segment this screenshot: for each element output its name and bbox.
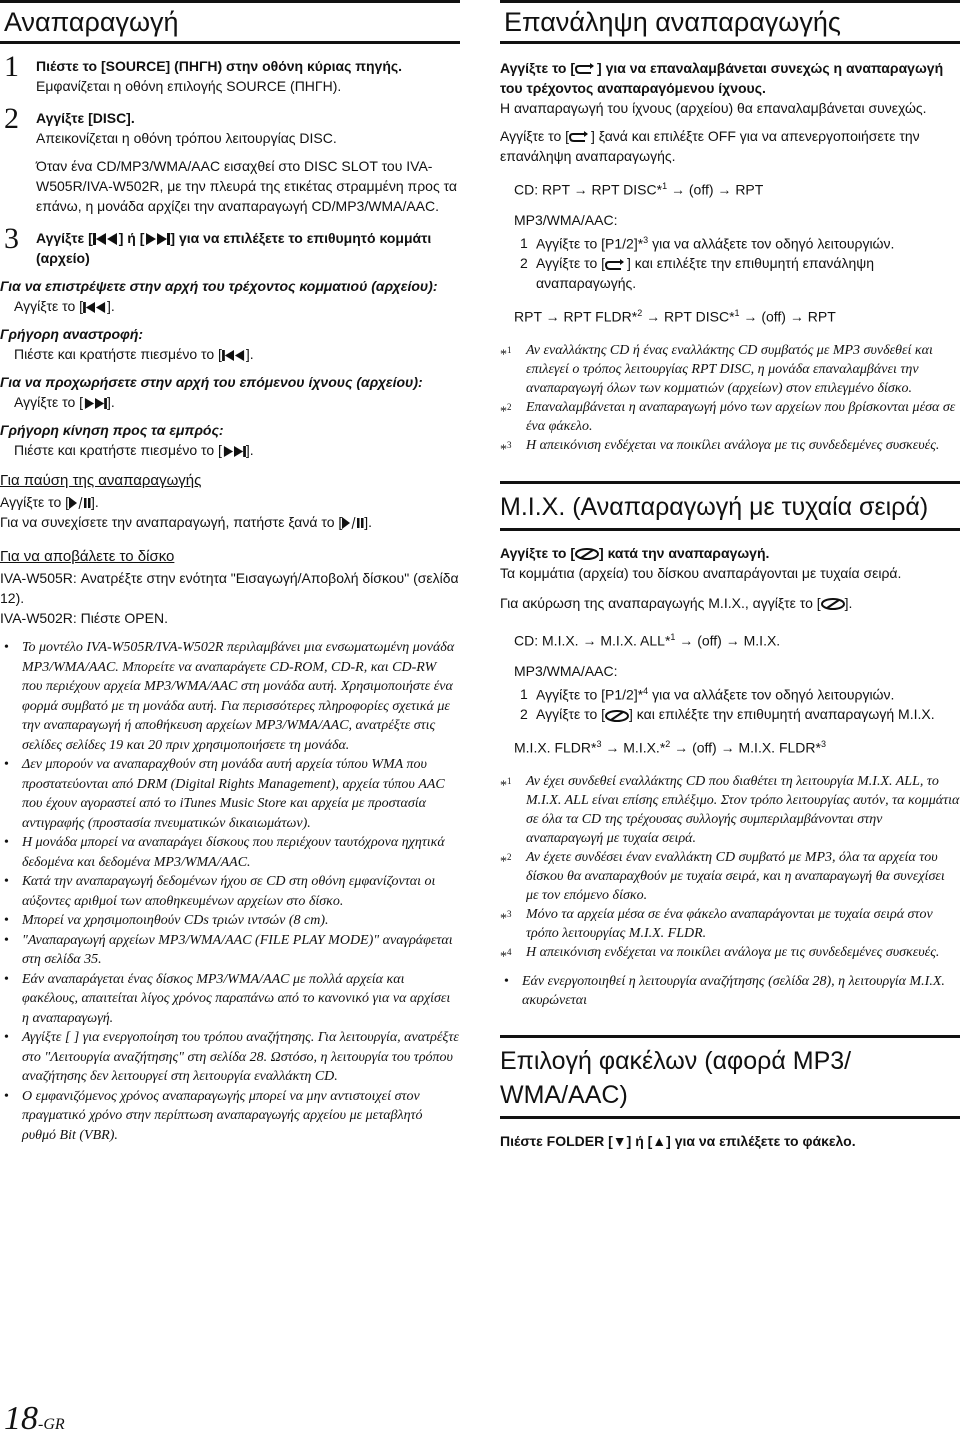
eject-heading: Για να αποβάλετε το δίσκο — [0, 548, 175, 565]
pause-section — [0, 470, 460, 532]
repeat-text: Αγγίξτε το [ ] ξανά και επιλέξτε OFF για να απενεργοποιήσετε την επανάληψη αναπαραγωγής. — [500, 128, 920, 164]
mix-text: Για ακύρωση της αναπαραγωγής M.I.X., αγγίξτε το [ ]. — [500, 594, 853, 611]
sub-heading: Γρήγορη κίνηση προς τα εμπρός: — [0, 422, 224, 438]
step-lead-part: Αγγίξτε [ — [36, 230, 93, 246]
footnote: *$^2$ Αν έχετε συνδέσει έναν εναλλάκτη CD συμβατό με MP3, όλα τα αρχεία του δίσκου θα αναπαραχθούν με τυχαία σειρά, και η αναπαραγωγή θα συνεχίσει με τον επόμενο δίσκο. — [500, 849, 945, 903]
list-item: 2 Αγγίξτε το [ ] και επιλέξτε την επιθυμητή αναπαραγωγή M.I.X. — [520, 706, 935, 723]
skip-forward-icon — [83, 398, 107, 409]
sub-text: Αγγίξτε το [ ]. — [14, 394, 115, 410]
step-text: Όταν ένα CD/MP3/WMA/AAC εισαχθεί στο DISC SLOT του IVA-W505R/IVA-W502R, με την πλευρά της ετικέτας στραμμένη προς τα επάνω, η μονάδα αρχίζει την αναπαραγωγή CD/MP3/WMA/AAC. — [36, 158, 458, 214]
step-1 — [0, 50, 460, 96]
mix-text: Τα κομμάτια (αρχεία) του δίσκου αναπαράγονται με τυχαία σειρά. — [500, 564, 902, 581]
repeat-text: Η αναπαραγωγή του ίχνους (αρχείου) θα επαναλαμβάνεται συνεχώς. — [500, 100, 927, 116]
left-column — [0, 0, 460, 1145]
step-text: Εμφανίζεται η οθόνη επιλογής SOURCE (ΠΗΓΗ). — [36, 78, 342, 94]
sub-text: Αγγίξτε το [ ]. — [14, 298, 115, 314]
mix-lead: Αγγίξτε το [ ] κατά την αναπαραγωγή. — [500, 544, 770, 561]
footnote: *$^3$ Η απεικόνιση ενδέχεται να ποικίλει ανάλογα με τις συνδεδεμένες συσκευές. — [500, 437, 940, 458]
step-lead-part: ] ή [ — [118, 230, 145, 246]
list-item: 2 Αγγίξτε το [ ] και επιλέξτε την επιθυμητή επανάληψη αναπαραγωγής. — [520, 255, 875, 292]
step-lead — [36, 228, 460, 268]
repeat-mp3-steps — [500, 230, 960, 294]
step-number: 3 — [4, 222, 19, 255]
list-item: • Αγγίξτε [ ] για ενεργοποίηση του τρόπου αναζήτησης. Για λειτουργία, ανατρέξτε στο "Λειτουργία αναζήτησης" στη σελίδα 28. Ωστόσο, η λειτουργία του τρόπου αναζήτησης δεν λειτουργεί στη λειτουργία εναλλάκτη CD. — [0, 1028, 460, 1087]
repeat-icon — [575, 63, 597, 75]
page-number: 18-GR — [4, 1400, 65, 1437]
sub-heading: Για να προχωρήσετε στην αρχή του επόμενου ίχνους (αρχείου): — [0, 374, 423, 390]
step-lead: Πιέστε το [SOURCE] (ΠΗΓΗ) στην οθόνη κύριας πηγής. — [36, 58, 403, 74]
sub-heading: Για να επιστρέψετε στην αρχή του τρέχοντος κομματιού (αρχείου): — [0, 278, 438, 294]
repeat-lead: Αγγίξτε το [ ] για να επαναλαμβάνεται συνεχώς η αναπαραγωγή του τρέχοντος αναπαραγόμενου ίχνους. — [500, 60, 944, 96]
list-item: • Η μονάδα μπορεί να αναπαράγει δίσκους που περιέχουν ταυτόχρονα ηχητικά δεδομένα και δεδομένα MP3/WMA/AAC. — [0, 833, 460, 872]
repeat-mp3-flow: RPT → RPT FLDR*$^2$ → RPT DISC*$^1$ → (off) → RPT — [514, 308, 836, 325]
eject-text: IVA-W505R: Ανατρέξτε στην ενότητα "Εισαγωγή/Αποβολή δίσκου" (σελίδα 12). — [0, 570, 459, 606]
step-number: 1 — [4, 50, 19, 83]
repeat-cd-flow: CD: RPT → RPT DISC*$^1$ → (off) → RPT — [514, 181, 764, 198]
play-pause-icon — [69, 497, 91, 509]
pause-text: Αγγίξτε το [ ]. — [0, 494, 99, 510]
mix-mp3-label: MP3/WMA/AAC: — [514, 662, 618, 679]
skip-back-icon — [83, 302, 107, 313]
eject-section — [0, 546, 460, 628]
folder-title: Επιλογή φακέλων (αφορά MP3/ WMA/AAC) — [500, 1035, 960, 1119]
list-item: 1 Αγγίξτε το [P1/2]*$^4$ για να αλλάξετε τον οδηγό λειτουργιών. — [520, 685, 895, 703]
list-item: • Μπορεί να χρησιμοποιηθούν CDs τριών ιντσών (8 cm). — [0, 911, 460, 931]
sub-rewind — [0, 324, 460, 364]
sub-fast-forward — [0, 420, 460, 460]
step-number: 2 — [4, 102, 19, 135]
play-pause-icon — [342, 517, 364, 529]
shuffle-icon — [575, 548, 599, 560]
mix-mp3-steps — [500, 681, 960, 725]
skip-forward-icon — [144, 233, 170, 245]
repeat-footnotes — [500, 341, 960, 458]
list-item: • "Αναπαραγωγή αρχείων MP3/WMA/AAC (FILE PLAY MODE)" αναγράφεται στη σελίδα 35. — [0, 931, 460, 970]
list-item: • Ο εμφανιζόμενος χρόνος αναπαραγωγής μπορεί να μην αντιστοιχεί στον πραγματικό χρόνο στην περίπτωση αναπαραγωγής αρχείου με μεταβλητό ρυθμό Bit (VBR). — [0, 1087, 460, 1146]
skip-forward-icon — [222, 446, 246, 457]
footnote: *$^1$ Αν εναλλάκτης CD ή ένας εναλλάκτης CD συμβατός με MP3 συνδεθεί και επιλεγεί ο τρόπος λειτουργίας RPT DISC, η μονάδα επαναλαμβάνει την αναπαραγωγή όλων των κομματιών (αρχείων) στον επιλεγμένο δίσκο. — [500, 342, 933, 396]
pause-heading: Για παύση της αναπαραγωγής — [0, 472, 202, 489]
sub-text: Πιέστε και κρατήστε πιεσμένο το [ ]. — [14, 346, 254, 362]
repeat-icon — [569, 131, 591, 143]
step-text: Απεικονίζεται η οθόνη τρόπου λειτουργίας DISC. — [36, 130, 337, 146]
footnote: *$^3$ Μόνο τα αρχεία μέσα σε ένα φάκελο αναπαράγονται με τυχαία σειρά στον τρόπο λειτουργίας M.I.X. FLDR. — [500, 906, 933, 941]
up-arrow-icon: ▲ — [652, 1132, 667, 1149]
repeat-icon — [605, 259, 627, 271]
down-arrow-icon: ▼ — [612, 1132, 627, 1149]
list-item: • Εάν ενεργοποιηθεί η λειτουργία αναζήτησης (σελίδα 28), η λειτουργία M.I.X. ακυρώνεται — [500, 972, 960, 1011]
page-title: Αναπαραγωγή — [0, 0, 460, 44]
folder-lead: Πιέστε FOLDER [▼] ή [▲] για να επιλέξετε το φάκελο. — [500, 1132, 856, 1149]
repeat-mp3-label: MP3/WMA/AAC: — [514, 211, 618, 228]
pause-text: Για να συνεχίσετε την αναπαραγωγή, πατήστε ξανά το [ ]. — [0, 514, 373, 530]
list-item: • Δεν μπορούν να αναπαραχθούν στη μονάδα αυτή αρχεία τύπου WMA που προστατεύονται από DRM (Digital Rights Management), αρχεία τύπου AAC που έχουν αγοραστεί από το iTunes Music Store και αρχεία με προστασία αντιγραφής (προστασία πνευματικών δικαιωμάτων). — [0, 755, 460, 833]
eject-text: IVA-W502R: Πιέστε OPEN. — [0, 610, 168, 626]
list-item: • Εάν αναπαράγεται ένας δίσκος MP3/WMA/AAC με πολλά αρχεία και φακέλους, απαιτείται λίγος χρόνος παραπάνω από το κανονικό για να αρχίσει η αναπαραγωγή. — [0, 970, 460, 1029]
list-item: • Κατά την αναπαραγωγή δεδομένων ήχου σε CD στη οθόνη εμφανίζονται οι αύξοντες αριθμοί των αποθηκευμένων αρχείων στο δίσκο. — [0, 872, 460, 911]
shuffle-icon — [605, 710, 629, 722]
repeat-title: Επανάληψη αναπαραγωγής — [500, 0, 960, 44]
step-2 — [0, 102, 460, 216]
list-item: 1 Αγγίξτε το [P1/2]*$^3$ για να αλλάξετε τον οδηγό λειτουργιών. — [520, 234, 895, 252]
sub-next-track — [0, 372, 460, 412]
step-lead: Αγγίξτε [DISC]. — [36, 110, 135, 126]
mix-bullet-list — [500, 972, 960, 1011]
sub-prev-track — [0, 276, 460, 316]
footnote: *$^2$ Επαναλαμβάνεται η αναπαραγωγή μόνο των αρχείων που βρίσκονται μέσα σε ένα φάκελο. — [500, 399, 956, 434]
right-column — [500, 0, 960, 1151]
footnote: *$^4$ Η απεικόνιση ενδέχεται να ποικίλει ανάλογα με τις συνδεδεμένες συσκευές. — [500, 944, 940, 965]
mix-cd-flow: CD: M.I.X. → M.I.X. ALL*$^1$ → (off) → M.I.X. — [514, 631, 781, 649]
skip-back-icon — [93, 233, 119, 245]
mix-footnotes — [500, 772, 960, 965]
footnote: *$^1$ Αν έχει συνδεθεί εναλλάκτης CD που διαθέτει τη λειτουργία M.I.X. ALL, το M.I.X. ALL είναι επίσης επιλέξιμο. Στον τρόπο λειτουργίας αυτόν, τα κομμάτια σε όλα τα CD της τρέχουσας συλλογής συμπεριλαμβάνονται στην αναπαραγωγή με τυχαία σειρά. — [500, 773, 960, 846]
notes-list — [0, 638, 460, 1145]
skip-back-icon — [222, 350, 246, 361]
mix-title: M.I.X. (Αναπαραγωγή με τυχαία σειρά) — [500, 481, 960, 531]
shuffle-icon — [821, 598, 845, 610]
step-lead-part: ] για να επιλέξετε το επιθυμητό κομμάτι (αρχείο) — [36, 230, 432, 266]
sub-text: Πιέστε και κρατήστε πιεσμένο το [ ]. — [14, 442, 254, 458]
mix-mp3-flow: M.I.X. FLDR*$^3$ → M.I.X.*$^2$ → (off) → M.I.X. FLDR*$^3$ — [514, 739, 826, 756]
list-item: • Το μοντέλο IVA-W505R/IVA-W502R περιλαμβάνει μια ενσωματωμένη μονάδα MP3/WMA/AAC. Μπορείτε να αναπαράγετε CD-ROM, CD-R, και CD-RW που περιέχουν αρχεία MP3/WMA/AAC στη μονάδα αυτή. Χρησιμοποιήστε ένα φορμά συμβατό με τη μονάδα αυτή. Για περισσότερες πληροφορίες σχετικά με την αναπαραγωγή ή αποθήκευση αρχείων MP3/WMA/AAC, ανατρέξτε στις σελίδες σελίδες 19 και 20 πριν χρησιμοποιήσετε τη μονάδα. — [0, 638, 460, 755]
step-3 — [0, 222, 460, 268]
sub-heading: Γρήγορη αναστροφή: — [0, 326, 144, 342]
